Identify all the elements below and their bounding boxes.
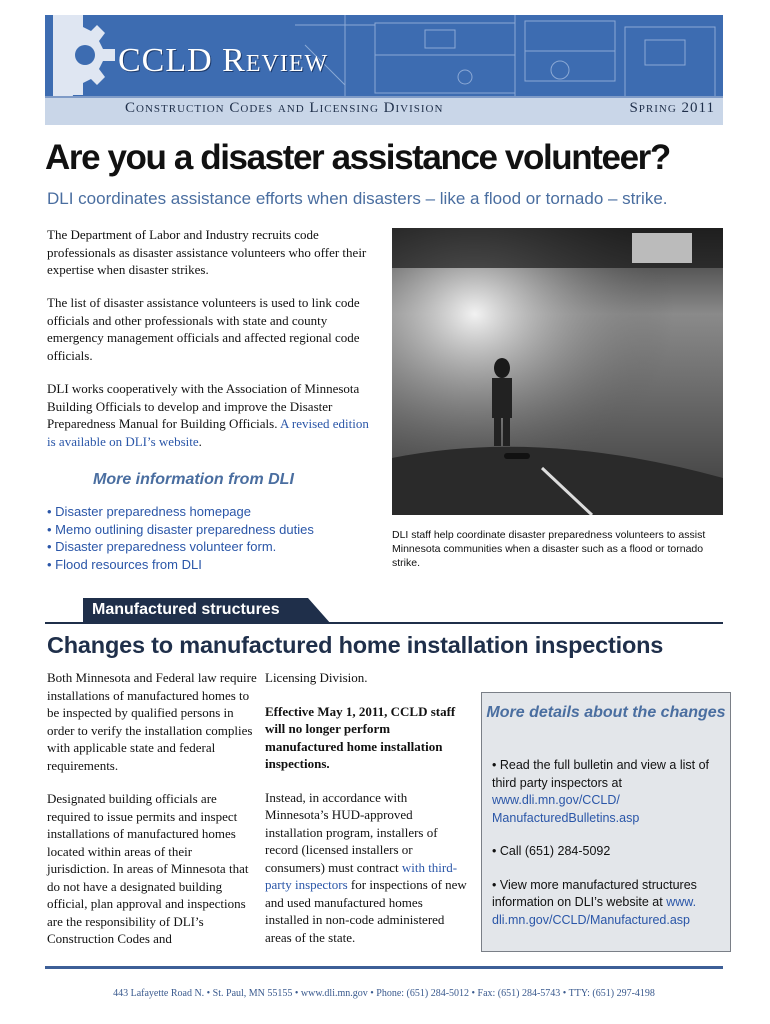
section-tab-label: Manufactured structures xyxy=(92,601,280,618)
paragraph-text: Instead, in accordance with Minnesota’s HUD-approved installation program, installers of record (licensed installers or consumers) must contract xyxy=(265,789,438,875)
article-paragraph: Designated building officials are required to issue permits and inspect installations of manufactured homes located within areas of their jurisdiction. In areas of Minnesota that do not have a designated building official, plan approval and inspections are the responsibility of DLI’s Construction Codes and xyxy=(47,791,249,946)
sidebar-text: • Read the full bulletin and view a list of third party inspectors at xyxy=(492,758,709,790)
footer-rule xyxy=(45,966,723,969)
photo-caption: DLI staff help coordinate disaster preparedness volunteers to assist Minnesota communities when a disaster such as a flood or tornado strike. xyxy=(392,529,706,569)
paragraph-text: DLI works cooperatively with the Association of Minnesota Building Officials to develop and improve the Disaster Preparedness Manual for Building Officials. xyxy=(47,381,360,431)
division-name: Construction Codes and Licensing Division xyxy=(125,100,444,116)
article-subhead: DLI coordinates assistance efforts when disasters – like a flood or tornado – strike. xyxy=(47,189,668,208)
volunteer-form-link[interactable]: • Disaster preparedness volunteer form. xyxy=(47,539,277,554)
bulletins-link[interactable]: www.dli.mn.gov/CCLD/ ManufacturedBulletins.asp xyxy=(492,793,640,825)
more-info-heading: More information from DLI xyxy=(93,471,294,488)
sidebar-item xyxy=(492,757,727,827)
article-headline: Changes to manufactured home installation inspections xyxy=(47,632,664,658)
footer-contact: 443 Lafayette Road N. • St. Paul, MN 55155 • www.dli.mn.gov • Phone: (651) 284-5012 • Fax: (651) 284-5743 • TTY: (651) 297-4198 xyxy=(113,988,655,999)
newsletter-title: CCLD Review xyxy=(118,42,329,79)
issue-season: Spring 2011 xyxy=(629,100,715,116)
flood-photo xyxy=(392,228,723,515)
memo-duties-link[interactable]: • Memo outlining disaster preparedness duties xyxy=(47,521,314,537)
disaster-homepage-link[interactable]: • Disaster preparedness homepage xyxy=(47,504,252,519)
article-column-2 xyxy=(265,669,470,962)
paragraph-end: . xyxy=(198,433,202,449)
flood-resources-link[interactable]: • Flood resources from DLI xyxy=(47,556,202,572)
paragraph-text: for inspections of new and used manufactured homes installed in non-code administered areas of the state. xyxy=(265,877,467,945)
sidebar-phone: • Call (651) 284-5092 xyxy=(492,844,611,858)
article-paragraph: Licensing Division. xyxy=(265,670,368,685)
article-paragraph xyxy=(47,380,377,450)
sidebar-item xyxy=(492,877,727,930)
manufactured-info-link[interactable]: www. dli.mn.gov/CCLD/Manufactured.asp xyxy=(492,895,697,927)
article-column-1 xyxy=(47,669,257,964)
sidebar-title: More details about the changes xyxy=(486,704,726,721)
sidebar-text: • View more manufactured structures information on DLI’s website at xyxy=(492,877,697,909)
sidebar-content xyxy=(492,757,727,945)
resource-links-list xyxy=(47,503,314,573)
revised-edition-link[interactable]: A revised edition is available on DLI’s website xyxy=(47,416,369,449)
section-rule xyxy=(45,622,723,624)
third-party-inspectors-link[interactable]: with third-party inspectors xyxy=(265,859,458,892)
article-paragraph xyxy=(265,789,470,947)
article-paragraph: Both Minnesota and Federal law require installations of manufactured homes to be inspected by qualified persons in order to verify the installation complies with applicable state and federal requirements. xyxy=(47,670,257,773)
article-headline: Are you a disaster assistance volunteer? xyxy=(45,138,670,177)
article-paragraph: The Department of Labor and Industry recruits code professionals as disaster assistance volunteers who offer their expertise when disaster strikes. xyxy=(47,227,367,277)
effective-date-notice: Effective May 1, 2011, CCLD staff will no longer perform manufactured home installation inspections. xyxy=(265,703,456,771)
article-paragraph: The list of disaster assistance volunteers is used to link code officials and other professionals with state and county emergency management officials and affected regional code officials. xyxy=(47,295,360,363)
